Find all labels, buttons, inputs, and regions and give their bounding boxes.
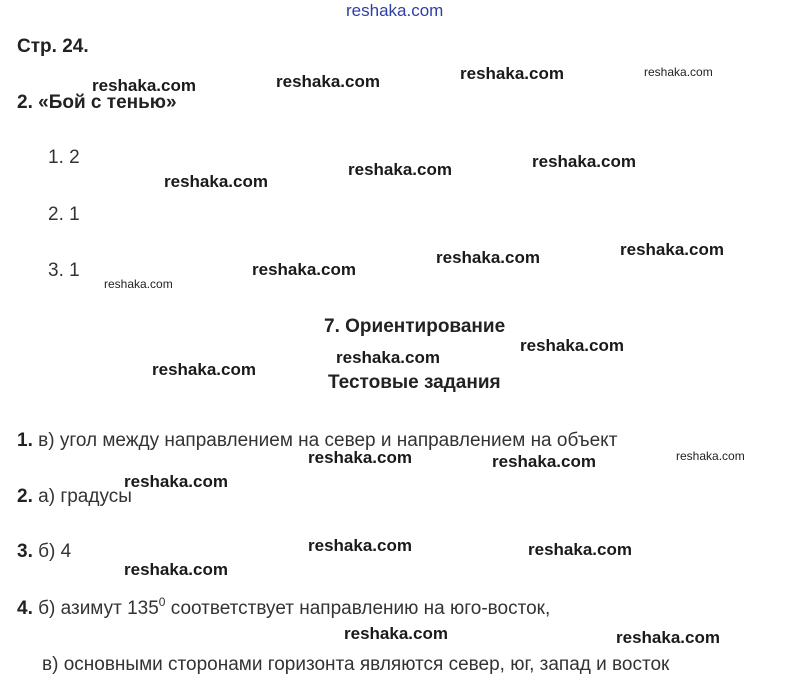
page-reference: Стр. 24. bbox=[17, 36, 89, 57]
answer-item: 2. 1 bbox=[48, 204, 80, 225]
test-answer-4 bbox=[17, 595, 551, 620]
test-answer-4b: в) основными сторонами горизонта являются север, юг, запад и восток bbox=[42, 654, 670, 675]
site-header-link[interactable]: reshaka.com bbox=[346, 1, 444, 20]
answer-text-continued: соответствует направлению на юго-восток, bbox=[165, 598, 551, 619]
watermark-text: reshaka.com bbox=[308, 448, 412, 467]
answer-text: б) азимут 135 bbox=[38, 598, 159, 619]
watermark-text: reshaka.com bbox=[92, 76, 196, 95]
section-title-shadow-boxing: 2. «Бой с тенью» bbox=[17, 92, 177, 113]
watermark-text: reshaka.com bbox=[152, 360, 256, 379]
watermark-text: reshaka.com bbox=[164, 172, 268, 191]
watermark-text: reshaka.com bbox=[620, 240, 724, 259]
watermark-text: reshaka.com bbox=[124, 560, 228, 579]
answer-text: в) угол между направлением на север и направлением на объект bbox=[38, 430, 618, 451]
answer-number: 4. bbox=[17, 598, 33, 619]
watermark-text: reshaka.com bbox=[276, 72, 380, 91]
section-subheading-tests: Тестовые задания bbox=[328, 372, 501, 393]
answer-text: б) 4 bbox=[38, 541, 72, 562]
watermark-text: reshaka.com bbox=[644, 65, 713, 79]
answer-number: 3. bbox=[17, 541, 33, 562]
degree-superscript: 0 bbox=[158, 595, 166, 609]
watermark-text: reshaka.com bbox=[492, 452, 596, 471]
answer-item: 1. 2 bbox=[48, 147, 80, 168]
watermark-text: reshaka.com bbox=[460, 64, 564, 83]
watermark-text: reshaka.com bbox=[344, 624, 448, 643]
watermark-text: reshaka.com bbox=[336, 348, 440, 367]
watermark-text: reshaka.com bbox=[436, 248, 540, 267]
watermark-text: reshaka.com bbox=[676, 449, 745, 463]
section-heading-orientation: 7. Ориентирование bbox=[324, 316, 506, 337]
watermark-text: reshaka.com bbox=[348, 160, 452, 179]
watermark-text: reshaka.com bbox=[532, 152, 636, 171]
answer-item: 3. 1 bbox=[48, 260, 80, 281]
watermark-text: reshaka.com bbox=[124, 472, 228, 491]
watermark-text: reshaka.com bbox=[252, 260, 356, 279]
watermark-text: reshaka.com bbox=[104, 277, 173, 291]
answer-number: 2. bbox=[17, 486, 33, 507]
test-answer-2 bbox=[17, 486, 132, 508]
test-answer-3 bbox=[17, 541, 71, 563]
watermark-text: reshaka.com bbox=[616, 628, 720, 647]
watermark-text: reshaka.com bbox=[520, 336, 624, 355]
answer-number: 1. bbox=[17, 430, 33, 451]
watermark-text: reshaka.com bbox=[528, 540, 632, 559]
answer-text: а) градусы bbox=[38, 486, 132, 507]
watermark-text: reshaka.com bbox=[308, 536, 412, 555]
